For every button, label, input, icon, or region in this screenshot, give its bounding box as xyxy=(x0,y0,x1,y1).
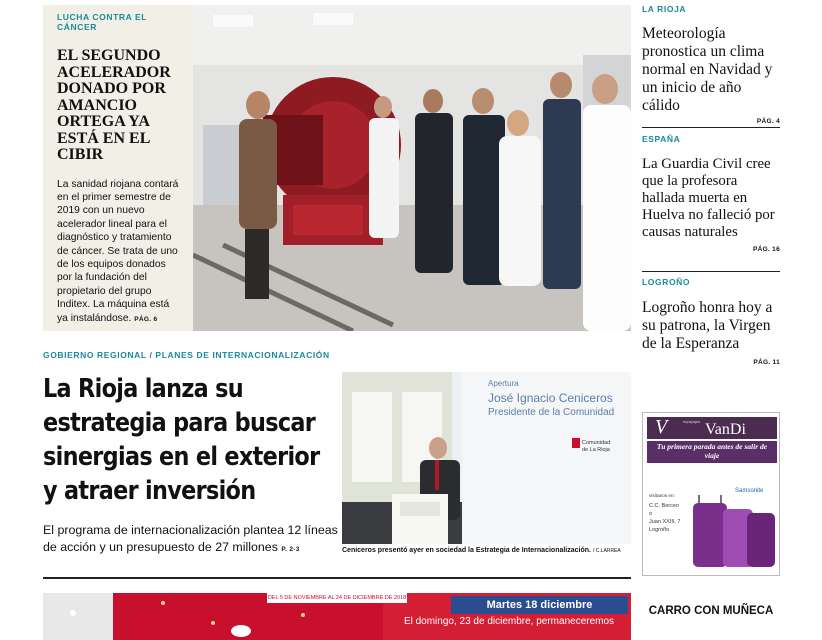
brief-divider xyxy=(642,127,780,128)
screen-label: Apertura xyxy=(488,379,519,388)
brief-headline[interactable]: Logroño honra hoy a su patrona, la Virgen de la Esperanza xyxy=(642,299,773,352)
feature-summary-text: La sanidad riojana contará en el primer semestre de 2019 con un nuevo acelerador lineal para el diagnóstico y tratamiento de cáncer. Se trata de uno de los equipos donados por la fundación del propietario del grupo Inditex. La máquina está ya instalándose. xyxy=(57,178,179,324)
main-kicker: GOBIERNO REGIONAL / PLANES DE INTERNACIONALIZACIÓN xyxy=(43,350,330,360)
feature-kicker: LUCHA CONTRA EL CÁNCER xyxy=(57,12,147,32)
promo-text: El domingo, 23 de diciembre, permaneceremos xyxy=(403,616,615,627)
christmas-promo-banner[interactable] xyxy=(43,593,631,640)
ceniceros-podium-photo xyxy=(342,372,631,544)
vandi-ad-graphic xyxy=(643,413,780,576)
main-headline-line: sinergias en el exterior xyxy=(43,442,320,472)
ad-luggage-brand: Samsonite xyxy=(735,488,764,494)
main-page-ref: P. 2-3 xyxy=(281,546,300,553)
brief-headline[interactable]: Meteorología pronostica un clima normal en Navidad y un inicio de año cálido xyxy=(642,25,773,114)
brief-kicker: LA RIOJA xyxy=(642,4,687,14)
feature-text xyxy=(43,5,193,331)
ad-brand-prefix: equipajes xyxy=(683,419,701,424)
main-headline-line: La Rioja lanza su xyxy=(43,374,244,404)
main-subheadline-text: El programa de internacionalización plantea 12 líneas de acción y un presupuesto de 27 millones xyxy=(43,523,338,554)
section-divider xyxy=(43,577,631,579)
promo-day-badge: Martes 18 diciembre xyxy=(451,596,628,614)
feature-box xyxy=(43,5,631,331)
main-photo-caption xyxy=(342,547,631,554)
main-subheadline xyxy=(43,522,343,558)
brief-page-ref: PÁG. 11 xyxy=(753,359,780,366)
svg-text:V: V xyxy=(655,416,668,438)
brief-item xyxy=(642,134,780,253)
carro-promo-title[interactable]: CARRO CON MUÑECA xyxy=(648,605,774,617)
accelerator-group-photo xyxy=(193,5,631,331)
feature-headline[interactable]: EL SEGUNDO ACELERADOR DONADO POR AMANCIO ORTEGA YA ESTÁ EN EL CIBIR xyxy=(57,47,171,163)
main-headline-line: estrategia para buscar xyxy=(43,408,316,438)
feature-page-ref: PÁG. 6 xyxy=(134,315,158,323)
brief-item xyxy=(642,277,780,366)
ad-address2: Juan XXIII, 7 xyxy=(649,519,681,525)
screen-logo-line1: Comunidad xyxy=(582,440,611,446)
brief-page-ref: PÁG. 16 xyxy=(752,246,780,253)
photo-credit: / C.LARREA xyxy=(592,548,621,554)
brief-page-ref: PÁG. 4 xyxy=(756,118,780,125)
vandi-advertisement[interactable] xyxy=(642,412,780,576)
caption-text: Ceniceros presentó ayer en sociedad la Estrategia de Internacionalización. xyxy=(342,547,591,554)
feature-photo-accelerator[interactable] xyxy=(193,5,631,331)
brief-headline[interactable]: La Guardia Civil cree que la profesora hallada muerta en Huelva no falleció por causas naturales xyxy=(642,156,775,240)
brief-item xyxy=(642,4,780,125)
feature-summary xyxy=(57,178,181,326)
promo-date-range: DEL 5 DE NOVIEMBRE AL 24 DE DICIEMBRE DE 2018 xyxy=(267,595,407,601)
brief-kicker: LOGROÑO xyxy=(642,277,691,287)
main-headline-line: y atraer inversión xyxy=(43,476,256,506)
ad-address1: C.C. Berceo xyxy=(649,503,679,509)
main-photo-ceniceros[interactable] xyxy=(342,372,631,544)
ad-or: o xyxy=(649,511,653,517)
brief-kicker: ESPAÑA xyxy=(642,134,681,144)
ad-visit-label: visítanos en: xyxy=(649,493,675,498)
brief-divider xyxy=(642,271,780,272)
ad-city: Logroño xyxy=(649,527,670,533)
screen-logo-line2: de La Rioja xyxy=(582,447,610,453)
screen-name: José Ignacio Ceniceros xyxy=(488,391,613,405)
screen-role: Presidente de la Comunidad xyxy=(488,407,615,418)
ad-brand: VanDi xyxy=(705,421,746,438)
ad-slogan: Tu primera parada antes de salir de viaje xyxy=(656,442,768,460)
main-headline[interactable] xyxy=(43,372,320,508)
